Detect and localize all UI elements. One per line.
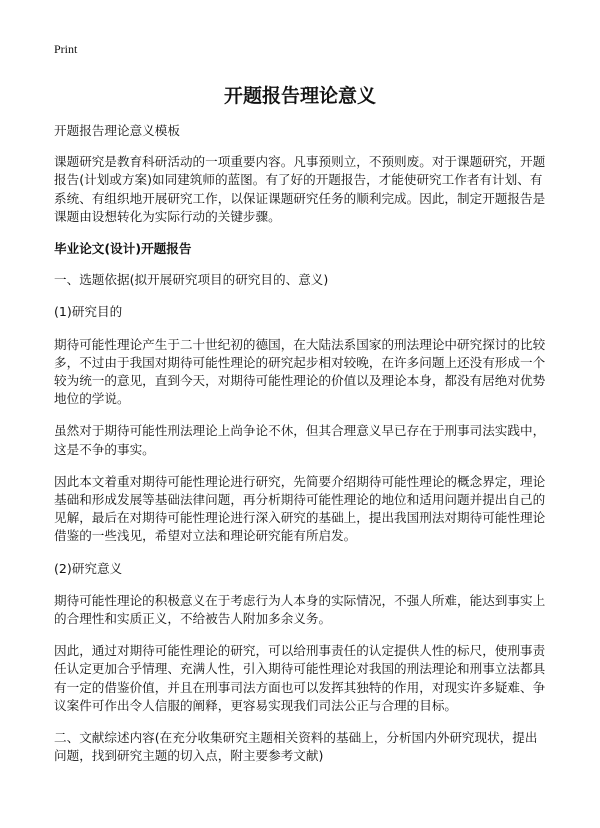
intro-paragraph: 课题研究是教育科研活动的一项重要内容。凡事预则立，不预则废。对于课题研究，开题报告(计划或方案)如同建筑师的蓝图。有了好的开题报告，才能使研究工作者有计划、有系统、有组织地开展研究工作，以保证课题研究任务的顺利完成。因此，制定开题报告是课题由设想转化为实际行动的关键步骤。	[54, 154, 546, 224]
section-heading-literature: 二、文献综述内容(在充分收集研究主题相关资料的基础上，分析国内外研究现状，提出问题，找到研究主题的切入点，附主要参考文献)	[54, 730, 538, 764]
page-title: 开题报告理论意义	[223, 85, 376, 107]
body-paragraph: 因此本文着重对期待可能性理论进行研究，先简要介绍期待可能性理论的概念界定，理论基础和形成发展等基础法律问题，再分析期待可能性理论的地位和适用问题并提出自己的见解，最后在对期待可能性理论进行深入研究的基础上，提出我国刑法对期待可能性理论借鉴的一些浅见，希望对立法和理论研究能有所启发。	[54, 473, 546, 544]
section-heading-report: 毕业论文(设计)开题报告	[54, 241, 192, 257]
body-paragraph: 因此，通过对期待可能性理论的研究，可以给刑事责任的认定提供人性的标尺，使刑事责任认定更加合乎情理、充满人性，引入期待可能性理论对我国的刑法理论和刑事立法都具有一定的借鉴价值，并且在刑事司法方面也可以发挥其独特的作用，对现实许多疑难、争议案件可作出令人信服的阐释，更容易实现我们司法公正与合理的目标。	[54, 643, 546, 713]
body-paragraph: 期待可能性理论产生于二十世纪初的德国，在大陆法系国家的刑法理论中研究探讨的比较多，不过由于我国对期待可能性理论的研究起步相对较晚，在许多问题上还没有形成一个较为统一的意见，直到今天，对期待可能性理论的价值以及理论本身，都没有居绝对优势地位的学说。	[54, 336, 546, 407]
document-subtitle: 开题报告理论意义模板	[54, 123, 180, 138]
subheading-purpose: (1)研究目的	[54, 304, 123, 320]
body-paragraph: 期待可能性理论的积极意义在于考虑行为人本身的实际情况，不强人所难，能达到事实上的合理性和实质正义，不给被告人附加多余义务。	[54, 592, 546, 627]
body-paragraph: 虽然对于期待可能性刑法理论上尚争论不休，但其合理意义早已存在于刑事司法实践中，这是不争的事实。	[54, 423, 546, 457]
subheading-significance: (2)研究意义	[54, 560, 123, 576]
print-link[interactable]: Print	[54, 42, 78, 56]
section-heading-basis: 一、选题依据(拟开展研究项目的研究目的、意义)	[54, 272, 329, 288]
